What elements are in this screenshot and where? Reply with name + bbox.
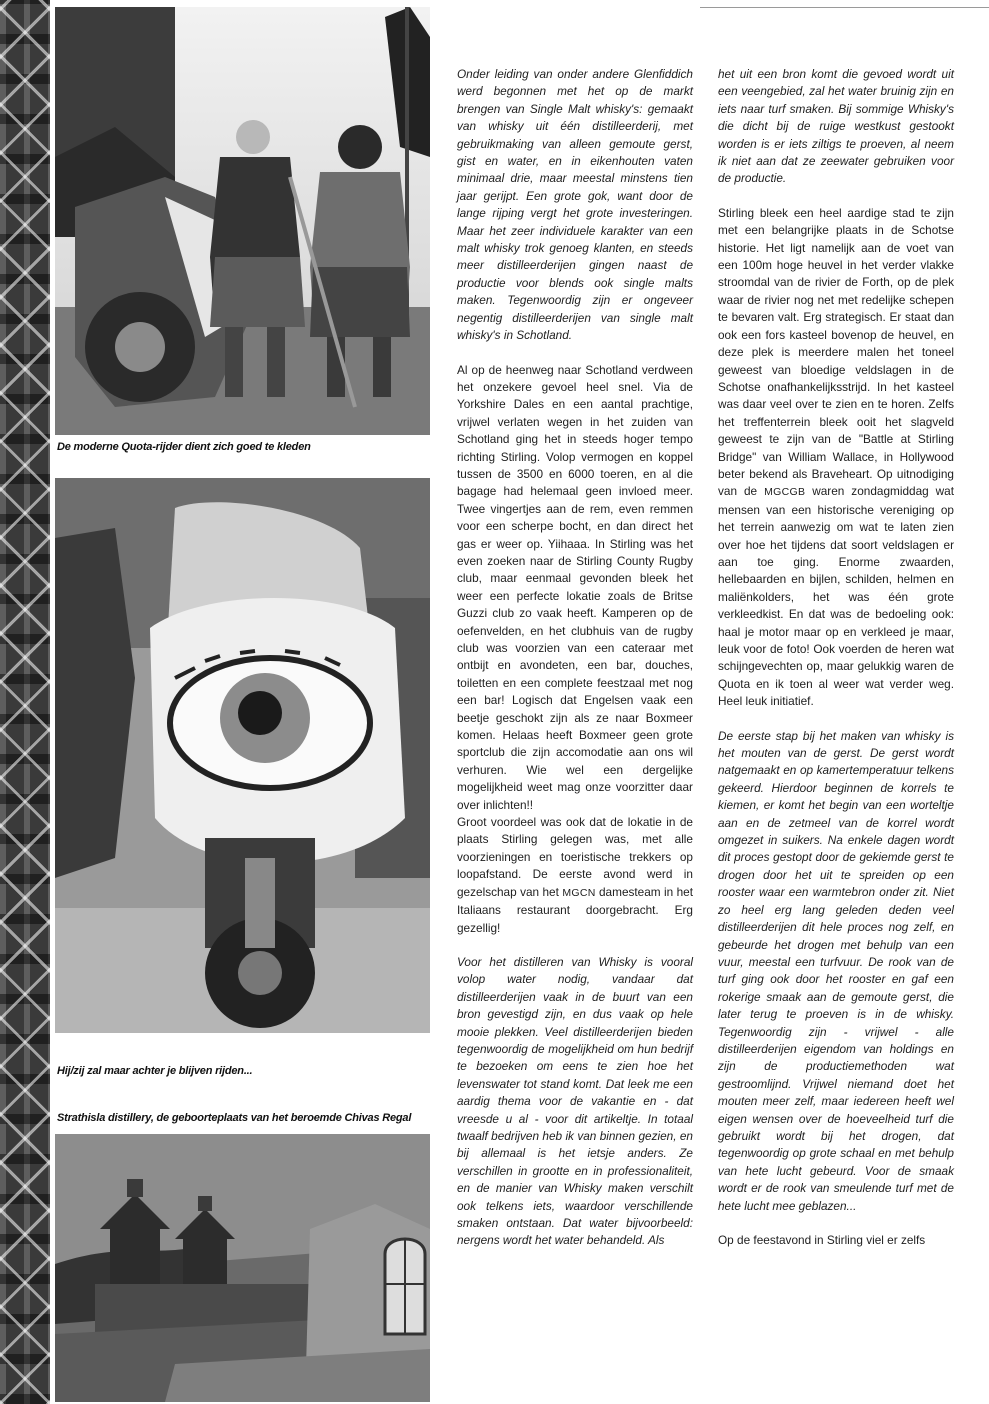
paragraph-party-evening: Op de feestavond in Stirling viel er zelfs	[718, 1233, 926, 1247]
article-column-middle	[457, 66, 693, 1267]
header-rule	[700, 7, 989, 8]
paragraph-single-malt: Onder leiding van onder andere Glenfiddich werd begonnen met het op de markt brengen van Single Malt whisky's: gemaakt van whisky uit één distilleerderij, met gebruikmaking van alleen gemoute gerst, gist en water, en in eikenhouten vaten minimaal drie, maar meestal minstens tien jaar gerijpt. Een grote gok, want door de lange rijping vergt het grote investeringen. Maar het zeer individuele karakter van een malt whisky trok genoeg klanten, en steeds meer distilleerderijen gingen naast de productie voor blends ook single malts maken. Tegenwoordig zijn er ongeveer negentig distilleerderijen van single malt whisky's in Schotland.	[457, 67, 693, 343]
caption-photo2: Hij/zij zal maar achter je blijven rijden...	[57, 1065, 253, 1077]
photo-eye-motorcycle	[55, 478, 430, 1033]
paragraph-stirling-history: Stirling bleek een heel aardige stad te zijn met een belangrijke plaats in de Schotse historie. Het ligt namelijk aan de voet van een 100m hoge heuvel in het verder vlakke stroomdal van de rivier de Forth, op de plek waar de rivier nog net met redelijke schepen te bevaren valt. Erg strategisch. Er staat dan ook een fors kasteel bovenop de heuvel, en deze plek is meerdere malen het toneel geweest van bloedige veldslagen in de Schotse onafhankelijksstrijd. In het kasteel was daar veel over te zien en te horen. Zelfs het treffenterrein bleek ooit het slagveld geweest te zijn van de "Battle at Stirling Bridge" van William Wallace, in Hollywood beter bekend als Braveheart. Op uitnodiging van de MGCGB waren zondagmiddag wat mensen van een historische vereniging op het terrein aanwezig om wat te laten zien over hoe het tijdens dat soort veldslagen er aan toe ging. Enorme zwaarden, hellebaarden en bijlen, schilden, helmen en maliënkolders, het was één grote verkleedkist. En dat was de bedoeling ook: haal je motor maar op en verkleed je maar, leuk voor de foto! Ook voerden de heren wat schijngevechten op, maar gelukkig waren de Quota en ik toen al weer wat verder weg. Heel leuk initiatief.	[718, 205, 955, 709]
photo-quota-riders	[55, 7, 430, 435]
caption-photo3: Strathisla distillery, de geboorteplaats van het beroemde Chivas Regal	[57, 1112, 412, 1124]
abbr-mgcn: MGCN	[562, 886, 596, 899]
paragraph-stirling-location: Groot voordeel was ook dat de lokatie in de plaats Stirling gelegen was, met alle voorzieningen en toeristische trekkers op loopafstand. De eerste avond werd in gezelschap van het MGCN damesteam in het Italiaans restaurant doorgebracht. Erg gezellig!	[457, 815, 694, 935]
abbr-mgcgb: MGCGB	[764, 486, 806, 499]
paragraph-distilling-water: Voor het distilleren van Whisky is vooral volop water nodig, vandaar dat distilleerderijen vaak in de buurt van een bron gevestigd zijn, en dus vaak op hele mooie plekken. Veel distilleerderijen bieden tegenwoordig de mogelijkheid om hun bedrijf te bezoeken om eens te zien hoe het levenswater tot stand komt. Dat leek me een aardig thema voor de vakantie en - dat vreesde u al - voor dit artikeltje. In totaal twaalf bedrijven heb ik van binnen gezien, en bij allemaal is het ietsje anders. Ze verschillen in grootte en in professionaliteit, en de manier van Whisky maken verschilt ook telkens iets, waardoor verschillende smaken ontstaan. Dat water bijvoorbeeld: nergens wordt het water behandeld. Als	[457, 954, 693, 1248]
photo-strathisla-distillery	[55, 1134, 430, 1402]
article-column-right	[718, 66, 954, 1266]
paragraph-peat-water: het uit een bron komt die gevoed wordt uit een veengebied, zal het water bruinig zijn en iets naar turf smaken. Bij sommige Whisky's die dicht bij de ruige westkust gestookt worden is er iets ziltigs te proeven, al neem ik niet aan dat ze zeewater gebruiken voor de productie.	[718, 67, 954, 186]
tartan-border	[0, 0, 50, 1404]
paragraph-journey: Al op de heenweg naar Schotland verdween het onzekere gevoel heel snel. Via de Yorkshire Dales en een aantal prachtige, vrijwel verlaten wegen in het zuiden van Schotland ging het in steeds hoger tempo richting Stirling. Volop vermogen en koppel tussen de 3500 en 6000 toeren, en al die bagage had helemaal geen invloed meer. Twee vingertjes aan de rem, even remmen voor een scherpe bocht, en dan direct het gas er weer op. Yiihaaa. In Stirling was het even zoeken naar de Stirling County Rugby club, maar eenmaal gevonden bleek het weer een perfecte lokatie zoals de Britse Guzzi club zo vaak heeft. Kamperen op de oefenvelden, en het clubhuis van de rugby club was voorzien van een cateraar met ontbijt en avondeten, een bar, douches, toiletten en een complete feestzaal met nog een bar! Logisch dat Engelsen vaak een beetje geschokt zijn als ze naar Boxmeer komen. Helaas heeft Boxmeer geen grote sportclub die zijn accomodatie aan ons wil verhuren. Wie wel een dergelijke mogelijkheid weet mag onze voorzitter daar over inlichten!!	[457, 362, 693, 812]
caption-photo1: De moderne Quota-rijder dient zich goed te kleden	[57, 441, 311, 453]
paragraph-malting: De eerste stap bij het maken van whisky is het mouten van de gerst. De gerst wordt natgemaakt en op kamertemperatuur telkens gekeerd. Hierdoor beginnen de korrels te kiemen, er komt het begin van een worteltje aan en de zetmeel van de korrel wordt omgezet in suikers. Na enkele dagen wordt dit proces gestopt door de gekiemde gerst te drogen door het uit te spreiden op een rooster waar een warmtebron onder zit. Niet zo heel erg lang geleden deden veel distilleerderijen dit hele proces nog zelf, en gebeurde het drogen met behulp van een vuur, meestal een turfvuur. De rook van de turf ging ook door het rooster en gaf een rokerige smaak aan de gemoute gerst, die later terug te proeven is in de whisky. Tegenwoordig zijn - vrijwel - alle distilleerderijen eigendom van holdings en zijn de productiemethoden wat gestroomlijnd. Vrijwel niemand doet het mouten meer zelf, maar iedereen heeft wel eigen wensen over de hoeveelheid turf die gebruikt wordt bij het drogen, dat tegenwoordig op grote schaal en met behulp van hete lucht gebeurd. Voor de smaak wordt er de rook van smeulende turf met de hete lucht mee geblazen...	[718, 728, 954, 1213]
